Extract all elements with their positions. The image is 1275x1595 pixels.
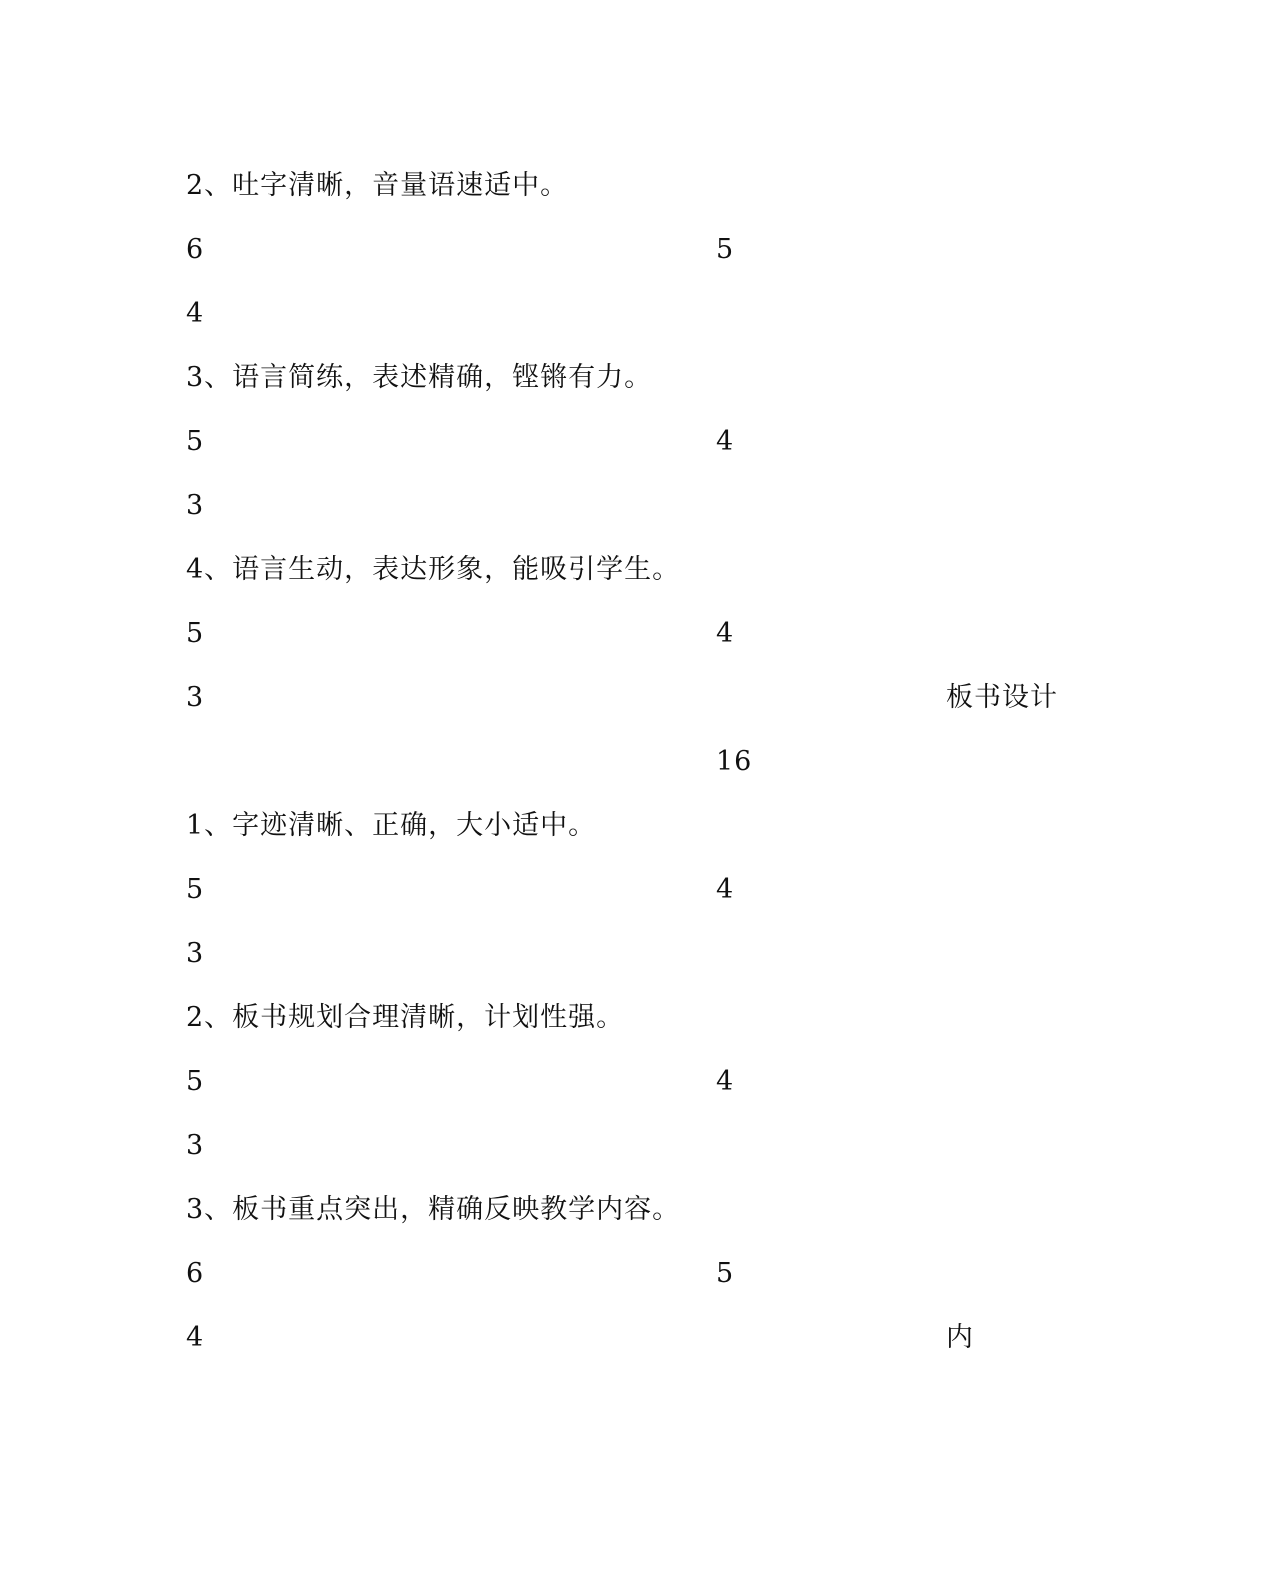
score-value: 5 [716, 1258, 735, 1289]
score-value: 5 [716, 234, 735, 265]
score-value: 4 [716, 874, 735, 905]
document-line [0, 294, 1275, 334]
score-value: 5 [186, 1066, 205, 1097]
document-line [0, 1062, 1275, 1102]
score-value: 4 [716, 426, 735, 457]
document-line [0, 1318, 1275, 1358]
score-value: 6 [186, 1258, 205, 1289]
score-value: 4 [186, 1322, 205, 1353]
section-total-value: 16 [716, 746, 753, 777]
document-line [0, 806, 1275, 846]
document-line [0, 934, 1275, 974]
document-line [0, 358, 1275, 398]
score-value: 4 [716, 618, 735, 649]
document-line [0, 422, 1275, 462]
document-line [0, 230, 1275, 270]
document-line [0, 1190, 1275, 1230]
score-value: 5 [186, 874, 205, 905]
criterion-text: 2、板书规划合理清晰，计划性强。 [186, 1002, 625, 1033]
document-line [0, 998, 1275, 1038]
document-line [0, 870, 1275, 910]
score-value: 3 [186, 490, 205, 521]
score-value: 5 [186, 618, 205, 649]
score-value: 5 [186, 426, 205, 457]
document-line [0, 614, 1275, 654]
criterion-text: 4、语言生动，表达形象，能吸引学生。 [186, 554, 681, 585]
document-line [0, 166, 1275, 206]
score-value: 3 [186, 682, 205, 713]
document-line [0, 742, 1275, 782]
criterion-text: 2、吐字清晰，音量语速适中。 [186, 170, 569, 201]
score-value: 4 [716, 1066, 735, 1097]
document-line [0, 550, 1275, 590]
criterion-text: 1、字迹清晰、正确，大小适中。 [186, 810, 597, 841]
score-value: 6 [186, 234, 205, 265]
category-label: 板书设计 [946, 682, 1058, 713]
criterion-text: 3、语言简练，表述精确，铿锵有力。 [186, 362, 653, 393]
score-value: 4 [186, 298, 205, 329]
criterion-text: 3、板书重点突出，精确反映教学内容。 [186, 1194, 681, 1225]
document-line [0, 486, 1275, 526]
score-value: 3 [186, 938, 205, 969]
document-line [0, 678, 1275, 718]
document-line [0, 1254, 1275, 1294]
category-label: 内 [946, 1322, 974, 1353]
score-value: 3 [186, 1130, 205, 1161]
document-line [0, 1126, 1275, 1166]
